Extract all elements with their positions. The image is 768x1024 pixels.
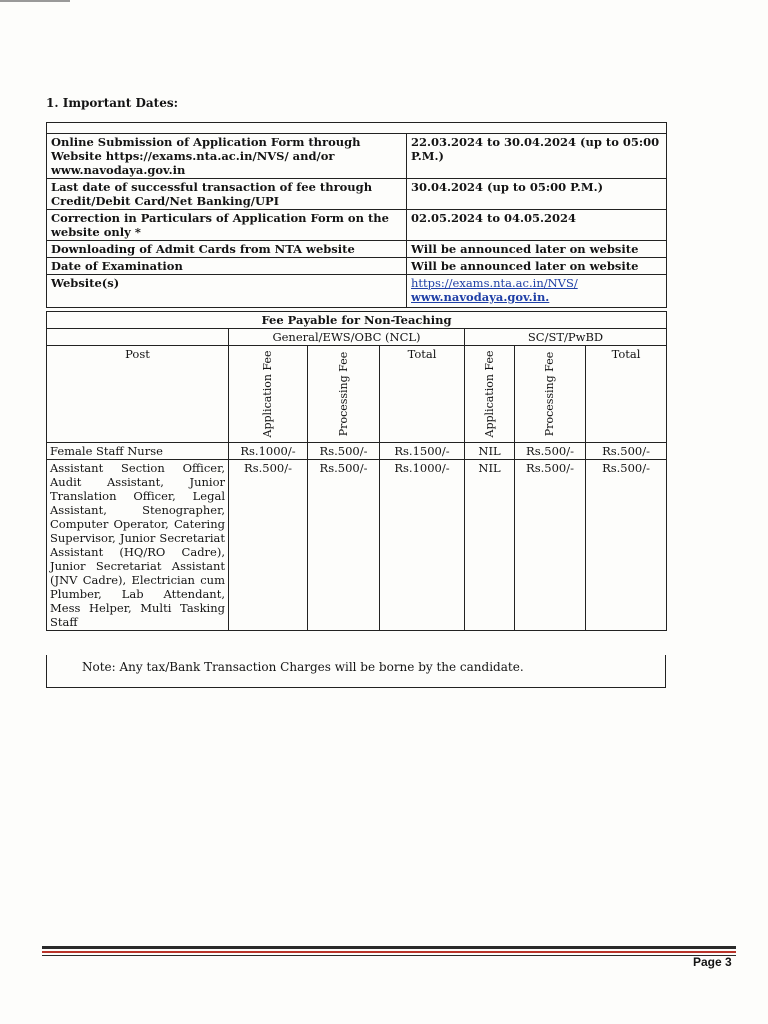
post-name: Female Staff Nurse [47, 443, 229, 460]
col-header-total: Total [380, 346, 465, 443]
col-header-text: Processing Fee [543, 351, 556, 437]
fee-cell: Rs.500/- [308, 443, 380, 460]
fee-cell: Rs.1500/- [380, 443, 465, 460]
fee-cell: Rs.1000/- [229, 443, 308, 460]
col-header-processing-fee [515, 346, 586, 443]
fee-note: Note: Any tax/Bank Transaction Charges will be borne by the candidate. [82, 660, 524, 674]
group-general-header: General/EWS/OBC (NCL) [229, 329, 465, 346]
table-row [47, 460, 667, 631]
col-header-text: Application Fee [482, 350, 496, 438]
table-row [47, 179, 667, 210]
col-header-application-fee [229, 346, 308, 443]
date-value: 02.05.2024 to 04.05.2024 [407, 210, 667, 241]
date-value: 30.04.2024 (up to 05:00 P.M.) [407, 179, 667, 210]
table-row [47, 210, 667, 241]
navodaya-website-link[interactable]: www.navodaya.gov.in. [411, 290, 550, 304]
col-header-text: Application Fee [261, 350, 274, 438]
date-label: Date of Examination [47, 258, 407, 275]
date-label: Online Submission of Application Form through Website https://exams.nta.ac.in/NVS/ and/or www.navodaya.gov.in [47, 134, 407, 179]
fee-cell: Rs.500/- [515, 460, 586, 631]
top-edge-line [0, 0, 70, 2]
date-label: Website(s) [47, 275, 407, 308]
nta-website-link[interactable]: https://exams.nta.ac.in/NVS/ [411, 276, 578, 290]
date-label: Correction in Particulars of Application Form on the website only * [47, 210, 407, 241]
col-header-total: Total [586, 346, 667, 443]
col-header-post: Post [47, 346, 229, 443]
footer-rule [42, 946, 736, 949]
fee-cell: NIL [465, 443, 515, 460]
footer-rule-thin [42, 955, 736, 956]
date-value: Will be announced later on website [407, 241, 667, 258]
section-heading: 1. Important Dates: [46, 96, 179, 110]
fee-cell: Rs.500/- [586, 443, 667, 460]
date-value: 22.03.2024 to 30.04.2024 (up to 05:00 P.M.) [407, 134, 667, 179]
fee-cell: Rs.500/- [229, 460, 308, 631]
fee-cell: NIL [465, 460, 515, 631]
fee-cell: Rs.1000/- [380, 460, 465, 631]
table-row [47, 241, 667, 258]
fee-cell: Rs.500/- [308, 460, 380, 631]
table-row [47, 134, 667, 179]
table-row [47, 258, 667, 275]
fee-cell: Rs.500/- [515, 443, 586, 460]
col-header-application-fee [465, 346, 515, 443]
page-number: Page 3 [693, 955, 732, 969]
post-name: Assistant Section Officer, Audit Assistant, Junior Translation Officer, Legal Assistant, Stenographer, Computer Operator, Catering Supervisor, Junior Secretariat Assistant (HQ/RO Cadre), Junior Secretariat Assistant (JNV Cadre), Electrician cum Plumber, Lab Attendant, Mess Helper, Multi Tasking Staff [47, 460, 229, 631]
footer-rule-accent [42, 951, 736, 953]
table-row [47, 275, 667, 308]
date-value: Will be announced later on website [407, 258, 667, 275]
table-spacer-row [47, 123, 667, 134]
table-row [47, 443, 667, 460]
group-reserved-header: SC/ST/PwBD [465, 329, 667, 346]
col-header-text: Processing Fee [336, 351, 350, 437]
fee-table [46, 311, 667, 631]
important-dates-table [46, 122, 667, 308]
website-links-cell [407, 275, 667, 308]
date-label: Last date of successful transaction of fee through Credit/Debit Card/Net Banking/UPI [47, 179, 407, 210]
date-label: Downloading of Admit Cards from NTA website [47, 241, 407, 258]
fee-cell: Rs.500/- [586, 460, 667, 631]
col-header-processing-fee [308, 346, 380, 443]
fee-table-title: Fee Payable for Non-Teaching [47, 312, 667, 329]
